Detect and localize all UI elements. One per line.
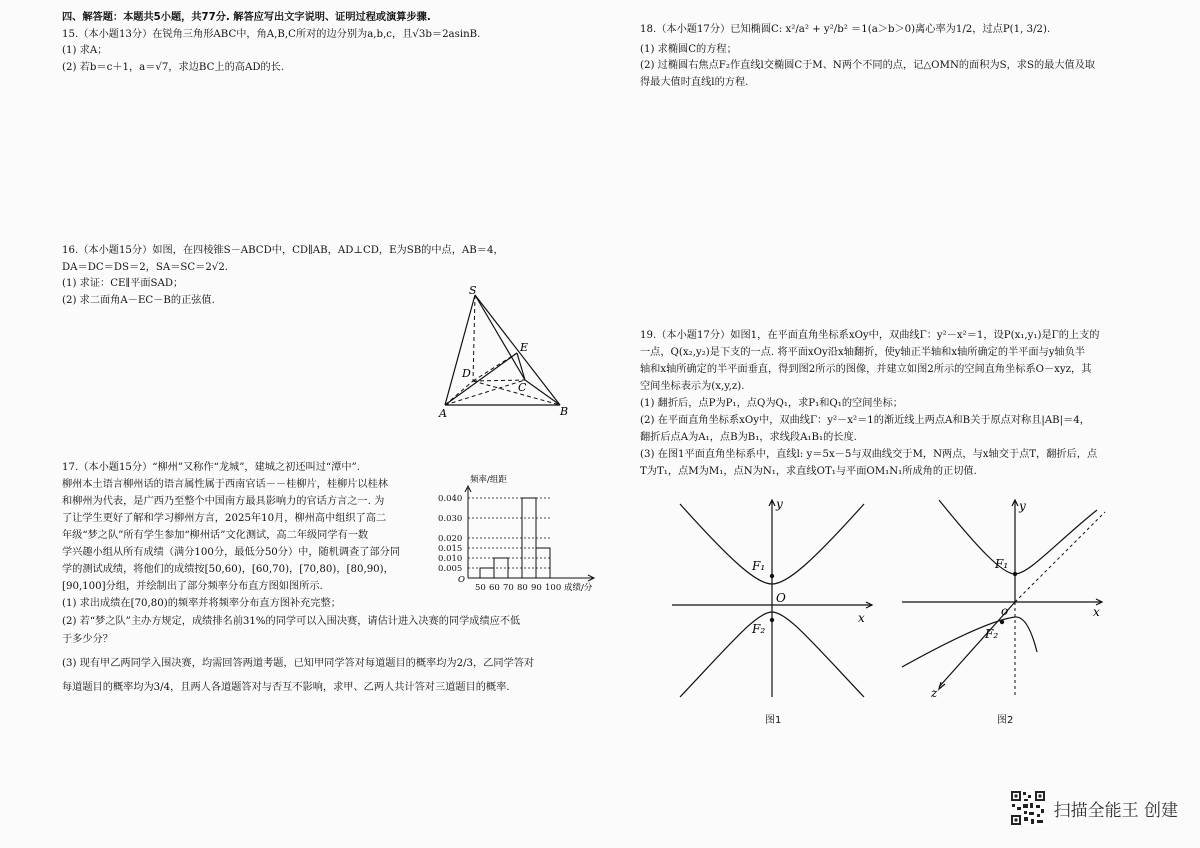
fig1-f2-label: F₂ bbox=[752, 622, 766, 636]
q17-line-4: 年级“梦之队”所有学生参加“柳州话”文化测试，高二年级同学有一数 bbox=[62, 530, 369, 541]
q16-part2: (2) 求二面角A－EC－B的正弦值. bbox=[62, 294, 215, 306]
label-E: E bbox=[520, 341, 529, 354]
figure-2 bbox=[897, 492, 1112, 706]
histogram-ytick-3: 0.015 bbox=[438, 544, 463, 554]
q18-part2a: (2) 过椭圆右焦点F₂作直线l交椭圆C于M、N两个不同的点，记△OMN的面积为S，求S的最大值及取 bbox=[640, 60, 1096, 71]
pyramid-figure bbox=[435, 285, 575, 424]
q18-part1: (1) 求椭圆C的方程； bbox=[640, 43, 737, 55]
q17-block bbox=[62, 459, 442, 595]
histogram-xlabel: 成绩/分 bbox=[564, 583, 593, 593]
histogram-ylabel: 频率/组距 bbox=[470, 475, 507, 485]
histogram-ytick-4: 0.010 bbox=[438, 554, 463, 564]
fig1-origin-label: O bbox=[776, 591, 786, 605]
q17-line-0: 17.（本小题15分）“柳州”又称作“龙城”，建城之初还叫过“潭中”. bbox=[62, 462, 360, 473]
q19-line-2: 轴和x轴所确定的半平面垂直，得到图2所示的图像，并建立如图2所示的空间直角坐标系O－xyz，其 bbox=[640, 364, 1092, 375]
label-S: S bbox=[469, 285, 477, 297]
q17-part2a: (2) 若“梦之队”主办方规定，成绩排名前31%的同学可以入围决赛，请估计进入决赛的同学成绩应不低 bbox=[62, 616, 521, 627]
q19-line-4: (1) 翻折后，点P为P₁，点Q为Q₁，求P₁和Q₁的空间坐标； bbox=[640, 398, 903, 409]
histogram-ytick-5: 0.005 bbox=[438, 564, 463, 574]
fig2-z-label: z bbox=[931, 686, 938, 700]
q17-part1: (1) 求出成绩在[70,80)的频率并将频率分布直方图补充完整； bbox=[62, 598, 341, 609]
q17-line-1: 柳州本土语言柳州话的语言属性属于西南官话－－桂柳片，桂柳片以桂林 bbox=[62, 479, 388, 490]
q19-line-3: 空间坐标表示为(x,y,z). bbox=[640, 381, 745, 392]
fig1-x-label: x bbox=[858, 611, 865, 625]
q16-part1: (1) 求证：CE∥平面SAD； bbox=[62, 278, 184, 289]
fig2-f2-label: F₂ bbox=[985, 627, 999, 641]
q19-line-0: 19.（本小题17分）如图1，在平面直角坐标系xOy中，双曲线Γ：y²－x²＝1，设P(x₁,y₁)是Γ的上支的 bbox=[640, 330, 1100, 341]
q17-part2b: 于多少分？ bbox=[62, 634, 113, 645]
q15-part2: (2) 若b＝c＋1，a＝√7，求边BC上的高AD的长. bbox=[62, 61, 285, 73]
histogram-ytick-2: 0.020 bbox=[438, 534, 463, 544]
q17-line-2: 和柳州为代表，是广西乃至整个中国南方最具影响力的官话方言之一. 为 bbox=[62, 496, 385, 507]
histogram-xtick-1: 60 bbox=[489, 583, 500, 593]
histogram-xtick-4: 90 bbox=[531, 583, 542, 593]
q19-line-5: (2) 在平面直角坐标系xOy中，双曲线Γ：y²－x²＝1的渐近线上两点A和B关于原点对称且|AB|＝4， bbox=[640, 415, 1090, 426]
histogram-xtick-2: 70 bbox=[503, 583, 514, 593]
q16-stem-line2: DA＝DC＝DS＝2，SA＝SC＝2√2. bbox=[62, 261, 229, 273]
fig2-caption: 图2 bbox=[997, 715, 1014, 726]
q19-line-7: (3) 在图1平面直角坐标系中，直线l: y＝5x－5与双曲线交于M，N两点，与x轴交于点T，翻折后，点 bbox=[640, 449, 1098, 460]
q19-line-8: T为T₁，点M为M₁，点N为N₁，求直线OT₁与平面OM₁N₁所成角的正切值. bbox=[640, 466, 977, 477]
fig2-origin-label: o bbox=[1001, 604, 1009, 618]
label-C: C bbox=[518, 381, 527, 394]
histogram-ytick-0: 0.040 bbox=[438, 494, 463, 504]
q18-part2b: 得最大值时直线l的方程. bbox=[640, 76, 749, 88]
fig2-x-label: x bbox=[1093, 605, 1100, 619]
scanner-watermark bbox=[1010, 790, 1178, 826]
right-column bbox=[640, 22, 1140, 91]
q17-parts bbox=[62, 595, 602, 697]
q19-line-6: 翻折后点A为A₁，点B为B₁，求线段A₁B₁的长度. bbox=[640, 432, 857, 443]
histogram-xtick-0: 50 bbox=[475, 583, 486, 593]
fig2-y-label: y bbox=[1019, 499, 1026, 513]
left-column bbox=[62, 10, 602, 309]
label-D: D bbox=[462, 367, 471, 380]
q17-line-5: 学兴趣小组从所有成绩（满分100分，最低分50分）中，随机调查了部分同 bbox=[62, 547, 401, 558]
q17-part3b: 每道题目的概率均为3/4，且两人各道题答对与否互不影响，求甲、乙两人共计答对三道题目的概率. bbox=[62, 682, 510, 693]
fig2-f1-label: F₁ bbox=[995, 557, 1009, 571]
label-A: A bbox=[439, 407, 447, 420]
q19-block bbox=[640, 327, 1140, 480]
qr-code-icon bbox=[1010, 790, 1046, 826]
fig1-y-label: y bbox=[776, 497, 783, 511]
q17-line-7: [90,100]分组，并绘制出了部分频率分布直方图如图所示. bbox=[62, 581, 323, 592]
histogram-ytick-1: 0.030 bbox=[438, 514, 463, 524]
fig1-f1-label: F₁ bbox=[752, 559, 766, 573]
histogram-bar-4 bbox=[536, 548, 550, 578]
histogram-chart bbox=[438, 470, 603, 599]
q17-part3a: (3) 现有甲乙两同学入围决赛，均需回答两道考题，已知甲同学答对每道题目的概率均为2/3，乙同学答对 bbox=[62, 658, 535, 669]
label-B: B bbox=[560, 405, 569, 418]
q18-stem: 18.（本小题17分）已知椭圆C: x²/a² + y²/b² ＝1(a＞b＞0)离心率为1/2，过点P(1, 3/2). bbox=[640, 24, 1051, 35]
q17-line-6: 学的测试成绩，将他们的成绩按[50,60)，[60,70)，[70,80)，[80,90)， bbox=[62, 564, 394, 575]
histogram-origin: O bbox=[458, 575, 465, 585]
histogram-xtick-5: 100 bbox=[545, 583, 562, 593]
footer-brand-text: 扫描全能王 创建 bbox=[1053, 800, 1178, 821]
q17-line-3: 了让学生更好了解和学习柳州方言，2025年10月，柳州高中组织了高二 bbox=[62, 513, 387, 524]
q16-stem-line1: 16.（本小题15分）如图，在四棱锥S－ABCD中，CD∥AB，AD⊥CD，E为SB的中点，AB＝4， bbox=[62, 245, 504, 256]
histogram-bar-0 bbox=[480, 568, 494, 578]
figure-1 bbox=[672, 492, 882, 706]
section-heading: 四、解答题：本题共5小题，共77分. 解答应写出文字说明、证明过程或演算步骤. bbox=[62, 12, 431, 23]
q15-part1: (1) 求A； bbox=[62, 45, 108, 56]
q15-stem: 15.（本小题13分）在锐角三角形ABC中，角A,B,C所对的边分别为a,b,c，且√3b＝2asinB. bbox=[62, 28, 481, 40]
histogram-xtick-3: 80 bbox=[517, 583, 528, 593]
fig1-caption: 图1 bbox=[765, 715, 782, 726]
q19-line-1: 一点，Q(x₂,y₂)是下支的一点. 将平面xOy沿x轴翻折，使y轴正半轴和x轴所确定的半平面与y轴负半 bbox=[640, 347, 1086, 358]
